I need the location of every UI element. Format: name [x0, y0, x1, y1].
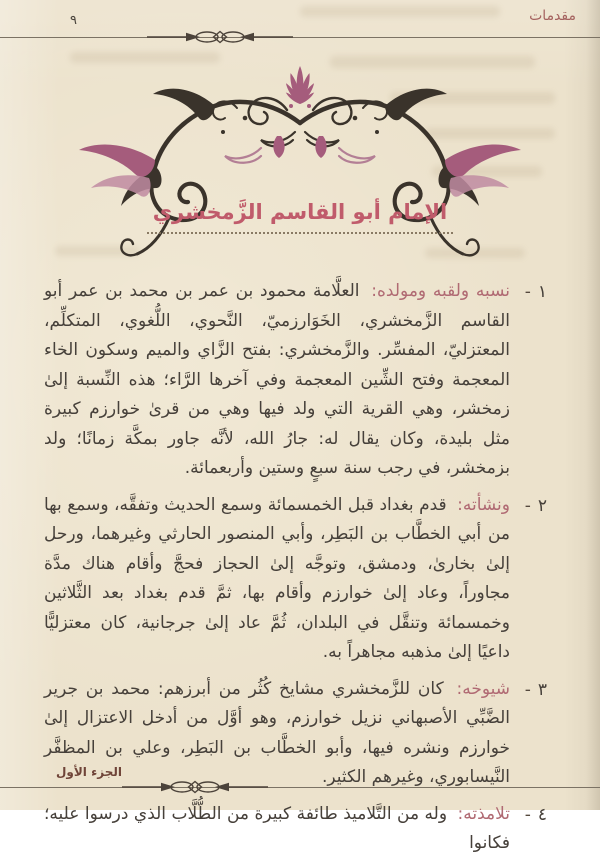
paragraph-2-number: ٢- [524, 495, 547, 516]
list-dash: - [524, 495, 531, 516]
header-rule [0, 37, 600, 38]
paragraph-4-text: وله من التَّلاميذ طائفة كبيرة من الطُّلَّاب الذي درسوا عليه؛ فكانوا [44, 803, 510, 853]
paragraph-3-text: كان للزَّمخشري مشايخ كُثُر من أبرزهم: محمد بن جرير الضَّبِّي الأصبهاني نزيل خوارزم، وهو أوَّل من أدخل الاعتزال إلىٰ خوارزم ونشره فيها، وأبو الخطَّاب بن البَطِر، وعلي بن المظفَّر النَّيسابوري، وغيرهم الكثير. [44, 678, 510, 787]
paragraph-2 [44, 491, 547, 668]
paragraph-4-lead: تلامذته: [457, 803, 510, 824]
footer-divider-ornament [120, 779, 270, 795]
palmette-fan [284, 66, 316, 108]
paragraph-1-lead: نسبه ولقبه ومولده: [371, 281, 511, 301]
paragraph-2-text: قدم بغداد قبل الخمسمائة وسمع الحديث وتفقَّه، وسمع بها من أبي الخطَّاب بن البَطِر، وأبي المنصور الحارثي وغيرهما، ورحل إلىٰ بخارىٰ، ودمشق، وتوجَّه إلىٰ الحجاز فحجَّ وأقام هناك مدَّة مجاوراً، وعاد إلىٰ خوارزم وأقام بها، ثمَّ قدم بغداد بعد الثَّلاثين وخمسمائة وتنقَّل في البلدان، ثُمَّ عاد إلىٰ جرجانية، كان معتزليًّا داعيًا إلىٰ مذهبه مجاهراً به. [44, 494, 510, 662]
paragraph-1-text: العلَّامة محمود بن عمر بن محمد بن عمر أبو القاسم الزَّمخشري، الخَوَارزميّ، النَّحوي، اللُّغوي، المتكلِّم، المعتزليّ، المفسِّر. والزَّمخشري: بفتح الزَّاي والميم وسكون الخاء المعجمة وفتح الشِّين المعجمة وفي آخرها الرَّاء؛ هذه النِّسبة إلىٰ زمخشر، وهي القرية التي ولد فيها وهي من قرىٰ خوارزم كبيرة مثل بليدة، وكان يقال له: جارُ الله، لأنَّه جاور بمكَّة زمانًا؛ ولد بزمخشر، في رجب سنة سبعٍ وستين وأربعمائة. [44, 281, 510, 478]
header-divider-ornament [145, 29, 295, 45]
page-bleedthrough [300, 6, 500, 17]
paragraph-3-number: ٣- [524, 679, 547, 700]
volume-label: الجزء الأول [56, 765, 122, 779]
paragraph-4-number: ٤- [524, 804, 547, 825]
paragraph-1 [44, 277, 547, 484]
list-dash: - [524, 282, 531, 302]
chapter-title-text: الإمام أبو القاسم الزَّمخشري [147, 200, 453, 234]
chapter-title [0, 200, 600, 234]
paragraph-2-lead: ونشأته: [457, 494, 510, 515]
running-head-section: مقدمات [529, 8, 576, 24]
page-number: ٩ [70, 13, 77, 28]
paragraph-4 [44, 800, 547, 859]
body-text [44, 277, 547, 853]
paragraph-1-number: ١- [524, 282, 547, 302]
paragraph-3-lead: شيوخه: [456, 678, 511, 699]
list-dash: - [524, 804, 531, 825]
list-dash: - [524, 679, 531, 700]
